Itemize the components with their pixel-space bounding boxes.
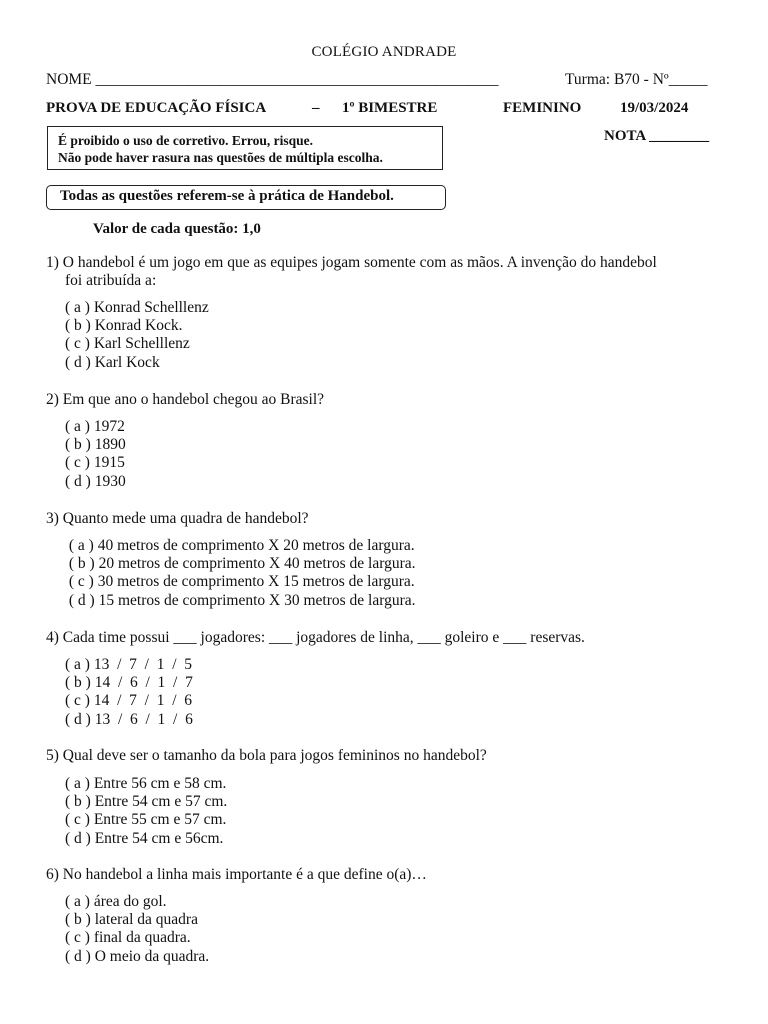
option-a: ( a ) 1972 [65, 418, 125, 435]
option-d: ( d ) 15 metros de comprimento X 30 metros de largura. [65, 591, 416, 609]
topic-text: Todas as questões referem-se à prática de Handebol. [60, 188, 394, 204]
exam-date: 19/03/2024 [620, 100, 689, 116]
option-b: ( b ) Konrad Kock. [65, 317, 183, 335]
grade-line: NOTA ________ [604, 128, 710, 144]
option-a: ( a ) Entre 56 cm e 58 cm. [65, 775, 227, 792]
option-c: ( c ) Entre 55 cm e 57 cm. [65, 811, 227, 829]
school-name: COLÉGIO ANDRADE [311, 44, 457, 60]
option-a: ( a ) 40 metros de comprimento X 20 metros de largura. [65, 537, 415, 554]
student-name-line: NOME ____________________________________________________ [46, 71, 499, 88]
option-c: ( c ) 14 / 7 / 1 / 6 [65, 692, 192, 710]
question-3-stem-line-1: 3) Quanto mede uma quadra de handebol? [46, 510, 309, 527]
question-1-options [65, 299, 209, 372]
option-c: ( c ) Karl Schelllenz [65, 335, 190, 353]
option-d: ( d ) 1930 [65, 472, 126, 490]
option-d: ( d ) 13 / 6 / 1 / 6 [65, 710, 193, 728]
question-6-options [65, 893, 209, 966]
option-b: ( b ) 1890 [65, 436, 126, 454]
option-a: ( a ) Konrad Schelllenz [65, 299, 209, 316]
question-2-options [65, 418, 126, 491]
question-4-stem-line-1: 4) Cada time possui ___ jogadores: ___ jogadores de linha, ___ goleiro e ___ reservas. [46, 629, 585, 646]
option-c: ( c ) final da quadra. [65, 929, 191, 947]
question-2-stem [46, 391, 324, 409]
option-c: ( c ) 1915 [65, 454, 125, 472]
question-2-stem-line-1: 2) Em que ano o handebol chegou ao Brasil? [46, 391, 325, 408]
question-4-options [65, 656, 193, 729]
option-a: ( a ) área do gol. [65, 893, 167, 910]
gender-label: FEMININO [503, 100, 582, 116]
rule-line-2: Não pode haver rasura nas questões de múltipla escolha. [58, 150, 383, 165]
rule-line-1: É proibido o uso de corretivo. Errou, risque. [58, 133, 314, 148]
question-1-stem-line-2: foi atribuída a: [65, 272, 157, 289]
bimestre: 1º BIMESTRE [342, 100, 438, 116]
question-4-stem [46, 629, 585, 647]
exam-title: PROVA DE EDUCAÇÃO FÍSICA [46, 100, 267, 116]
option-d: ( d ) Entre 54 cm e 56cm. [65, 829, 224, 847]
question-3-options [65, 537, 416, 610]
question-1-stem-line-1: 1) O handebol é um jogo em que as equipes jogam somente com as mãos. A invenção do handebol [46, 254, 657, 271]
option-b: ( b ) 14 / 6 / 1 / 7 [65, 674, 193, 692]
question-1-stem [46, 254, 657, 290]
question-5-stem [46, 747, 487, 765]
question-5-options [65, 775, 227, 848]
question-5-stem-line-1: 5) Qual deve ser o tamanho da bola para jogos femininos no handebol? [46, 747, 487, 764]
option-b: ( b ) Entre 54 cm e 57 cm. [65, 793, 228, 811]
option-c: ( c ) 30 metros de comprimento X 15 metros de largura. [65, 573, 415, 591]
question-6-stem [46, 866, 427, 884]
option-b: ( b ) 20 metros de comprimento X 40 metros de largura. [65, 555, 416, 573]
topic-box [46, 185, 446, 210]
title-dash: – [312, 100, 320, 116]
question-value: Valor de cada questão: 1,0 [93, 221, 261, 237]
option-a: ( a ) 13 / 7 / 1 / 5 [65, 656, 192, 673]
question-3-stem [46, 510, 309, 528]
question-6-stem-line-1: 6) No handebol a linha mais importante é a que define o(a)… [46, 866, 427, 883]
rules-box [47, 126, 443, 170]
option-d: ( d ) Karl Kock [65, 353, 160, 371]
option-d: ( d ) O meio da quadra. [65, 947, 210, 965]
class-number-line: Turma: B70 - Nº_____ [565, 71, 708, 88]
option-b: ( b ) lateral da quadra [65, 911, 198, 929]
